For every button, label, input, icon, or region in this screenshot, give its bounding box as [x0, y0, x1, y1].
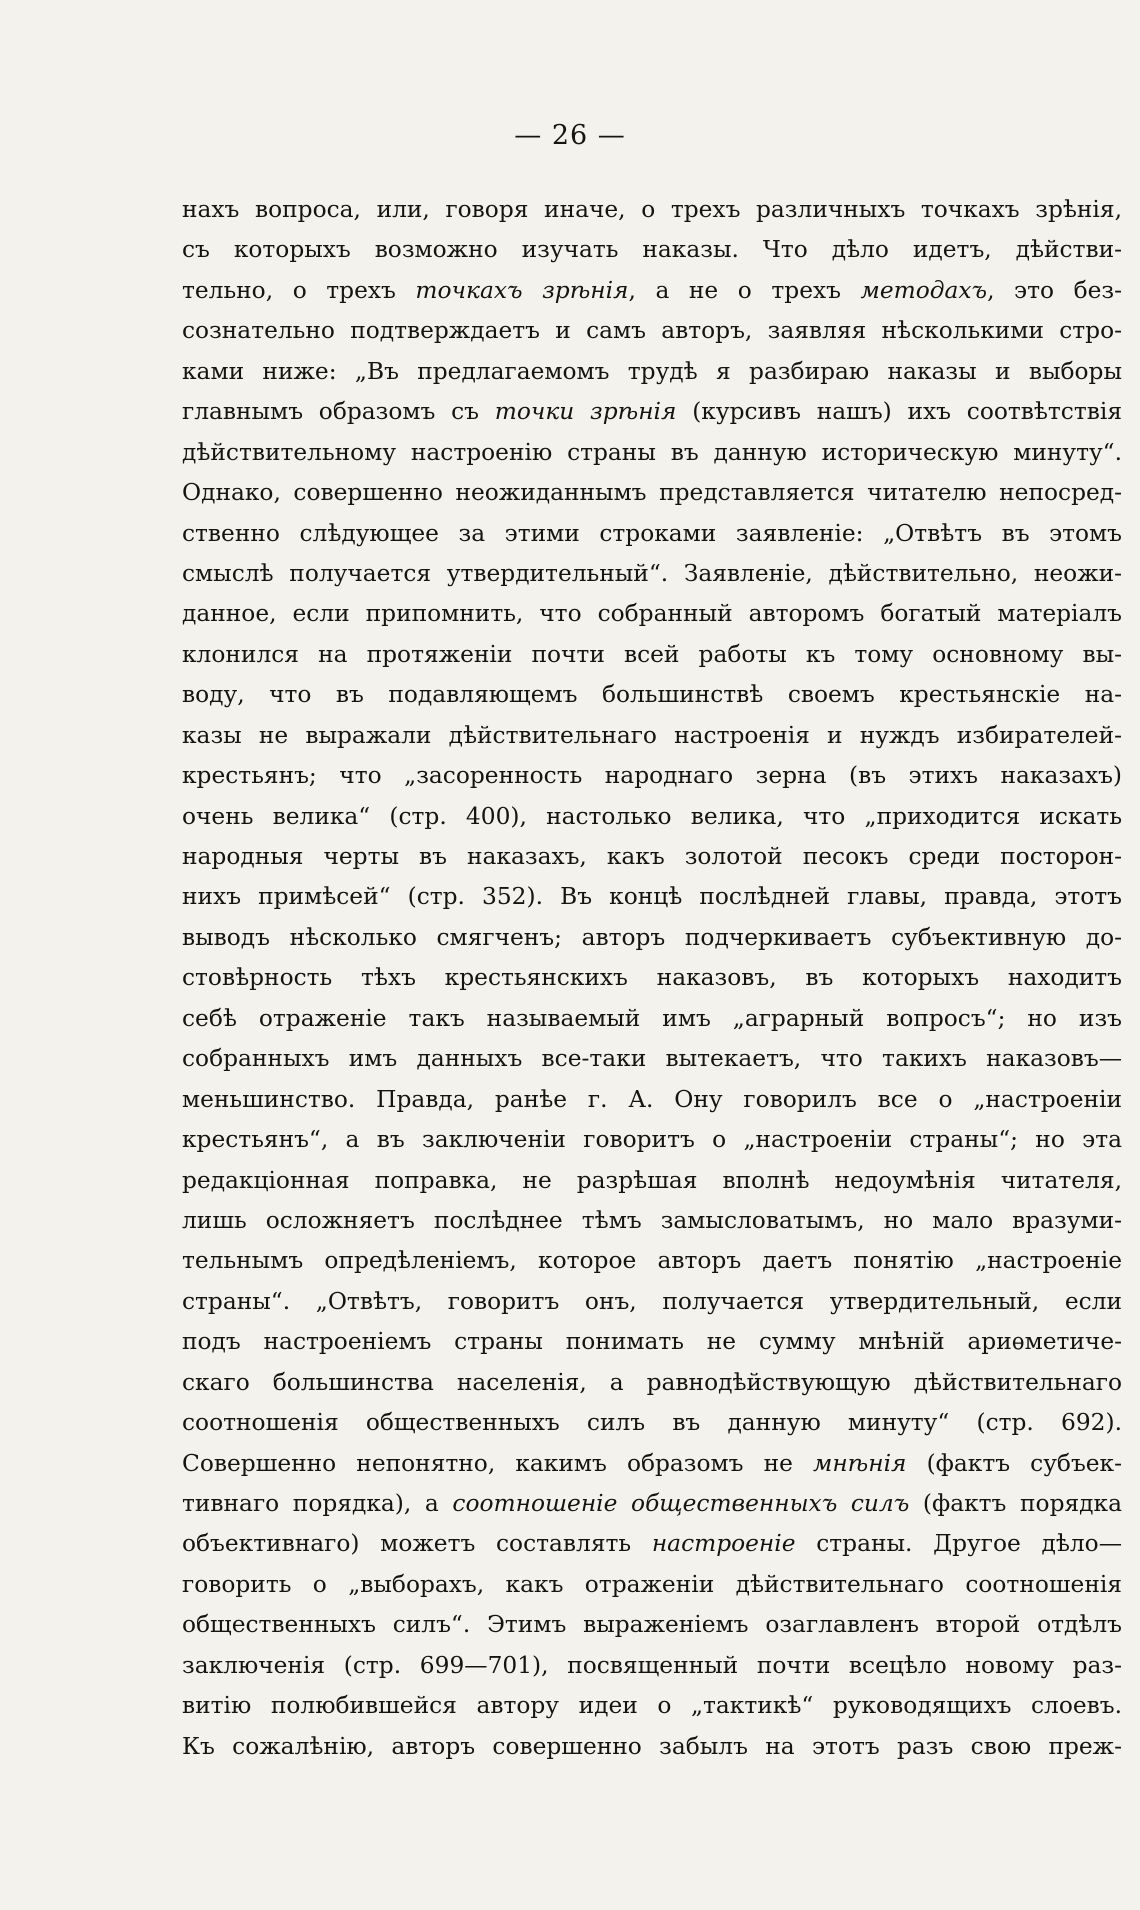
text-line	[182, 311, 1122, 351]
italic-text-segment: соотношеніе общественныхъ силъ	[452, 1490, 910, 1517]
italic-text-segment: мнѣнія	[813, 1449, 907, 1477]
text-segment: (фактъ порядка	[909, 1490, 1122, 1517]
text-line	[182, 1201, 1122, 1241]
text-segment: меньшинство. Правда, ранѣе г. А. Ону говорилъ все о „настроеніи	[182, 1085, 1122, 1113]
text-line	[182, 1403, 1122, 1443]
text-segment: главнымъ образомъ съ	[182, 398, 495, 426]
text-segment: (курсивъ нашъ) ихъ соотвѣтствія	[676, 398, 1123, 426]
page-number: — 26 —	[514, 120, 626, 151]
text-segment: крестьянъ“, а въ заключеніи говоритъ о „настроеніи страны“; но эта	[182, 1126, 1122, 1154]
text-line	[182, 1080, 1122, 1120]
italic-text-segment: методахъ	[860, 276, 988, 304]
text-line	[182, 999, 1122, 1039]
text-segment: нихъ примѣсей“ (стр. 352). Въ концѣ послѣдней главы, правда, этотъ	[182, 883, 1122, 911]
text-segment: сознательно подтверждаетъ и самъ авторъ, заявляя нѣсколькими стро-	[182, 317, 1122, 345]
text-segment: соотношенія общественныхъ силъ въ данную минуту“ (стр. 692).	[182, 1409, 1122, 1437]
text-line	[182, 837, 1122, 877]
text-segment: выводъ нѣсколько смягченъ; авторъ подчеркиваетъ субъективную до-	[182, 923, 1122, 951]
text-segment: смыслѣ получается утвердительный“. Заявленіе, дѣйствительно, неожи-	[182, 559, 1122, 587]
text-line	[182, 1322, 1122, 1362]
text-line	[182, 1282, 1122, 1322]
text-line	[182, 675, 1122, 715]
text-line	[182, 1444, 1122, 1484]
text-line	[182, 271, 1122, 311]
text-line	[182, 756, 1122, 796]
text-line	[182, 1161, 1122, 1201]
text-line	[182, 230, 1122, 270]
text-segment: данное, если припомнить, что собранный авторомъ богатый матеріалъ	[182, 600, 1122, 628]
text-line	[182, 918, 1122, 958]
text-segment: казы не выражали дѣйствительнаго настроенія и нуждъ избирателей-	[182, 721, 1122, 749]
text-line	[182, 716, 1122, 756]
text-segment: собранныхъ имъ данныхъ все-таки вытекаетъ, что такихъ наказовъ—	[182, 1045, 1122, 1073]
text-segment: редакціонная поправка, не разрѣшая вполнѣ недоумѣнія читателя,	[182, 1166, 1122, 1194]
text-segment: тельно, о трехъ	[182, 276, 416, 304]
text-line	[182, 1524, 1122, 1564]
text-line	[182, 1039, 1122, 1079]
text-line	[182, 392, 1122, 432]
text-segment: страны“. „Отвѣтъ, говоритъ онъ, получается утвердительный, если	[182, 1287, 1122, 1315]
text-line	[182, 1686, 1122, 1726]
text-line	[182, 1241, 1122, 1281]
text-segment: Къ сожалѣнію, авторъ совершенно забылъ на этотъ разъ свою преж-	[182, 1732, 1122, 1760]
text-segment: общественныхъ силъ“. Этимъ выраженіемъ озаглавленъ второй отдѣлъ	[182, 1611, 1122, 1639]
text-line	[182, 1363, 1122, 1403]
text-line	[182, 433, 1122, 473]
text-line	[182, 352, 1122, 392]
text-segment: лишь осложняетъ послѣднее тѣмъ замысловатымъ, но мало вразуми-	[182, 1206, 1122, 1234]
text-segment: Однако, совершенно неожиданнымъ представляется читателю непосред-	[182, 479, 1122, 507]
text-line	[182, 514, 1122, 554]
italic-text-segment: настроеніе	[651, 1530, 796, 1558]
text-segment: крестьянъ; что „засоренность народнаго зерна (въ этихъ наказахъ)	[182, 762, 1122, 790]
text-segment: тельнымъ опредѣленіемъ, которое авторъ даетъ понятію „настроеніе	[182, 1247, 1122, 1275]
text-segment: витію полюбившейся автору идеи о „тактикѣ“ руководящихъ слоевъ.	[182, 1692, 1122, 1720]
italic-text-segment: точки зрѣнія	[494, 398, 677, 426]
text-line	[182, 1484, 1122, 1524]
text-segment: говорить о „выборахъ, какъ отраженіи дѣйствительнаго соотношенія	[182, 1570, 1122, 1598]
text-segment: съ которыхъ возможно изучать наказы. Что дѣло идетъ, дѣйстви-	[182, 236, 1122, 264]
text-segment: очень велика“ (стр. 400), настолько велика, что „приходится искать	[182, 802, 1122, 830]
text-segment: Совершенно непонятно, какимъ образомъ не	[182, 1449, 814, 1477]
text-line	[182, 877, 1122, 917]
text-segment: стовѣрность тѣхъ крестьянскихъ наказовъ, въ которыхъ находитъ	[182, 964, 1122, 992]
text-line	[182, 1605, 1122, 1645]
body-text	[182, 190, 1122, 1767]
text-line	[182, 554, 1122, 594]
text-line	[182, 1565, 1122, 1605]
text-segment: ками ниже: „Въ предлагаемомъ трудѣ я разбираю наказы и выборы	[182, 357, 1122, 385]
text-segment: страны. Другое дѣло—	[795, 1530, 1122, 1558]
text-segment: нахъ вопроса, или, говоря иначе, о трехъ различныхъ точкахъ зрѣнія,	[182, 196, 1122, 223]
text-segment: тивнаго порядка), а	[182, 1490, 453, 1517]
text-line	[182, 190, 1122, 230]
text-line	[182, 635, 1122, 675]
text-segment: заключенія (стр. 699—701), посвященный почти всецѣло новому раз-	[182, 1651, 1122, 1679]
text-segment: (фактъ субъек-	[906, 1449, 1122, 1477]
text-segment: , это без-	[987, 276, 1122, 304]
text-line	[182, 797, 1122, 837]
italic-text-segment: точкахъ зрѣнія	[415, 276, 629, 304]
text-line	[182, 958, 1122, 998]
text-line	[182, 473, 1122, 513]
text-segment: скаго большинства населенія, а равнодѣйствующую дѣйствительнаго	[182, 1368, 1122, 1396]
text-line	[182, 1646, 1122, 1686]
text-line	[182, 1120, 1122, 1160]
text-segment: воду, что въ подавляющемъ большинствѣ своемъ крестьянскіе на-	[182, 681, 1122, 709]
text-segment: народныя черты въ наказахъ, какъ золотой песокъ среди посторон-	[182, 843, 1122, 870]
text-line	[182, 1727, 1122, 1767]
text-segment: дѣйствительному настроенію страны въ данную историческую минуту“.	[182, 438, 1122, 466]
text-segment: объективнаго) можетъ составлять	[182, 1530, 652, 1558]
text-segment: клонился на протяженіи почти всей работы къ тому основному вы-	[182, 640, 1122, 668]
text-segment: себѣ отраженіе такъ называемый имъ „аграрный вопросъ“; но изъ	[182, 1004, 1122, 1032]
text-segment: , а не о трехъ	[628, 276, 861, 304]
text-line	[182, 594, 1122, 634]
text-segment: ственно слѣдующее за этими строками заявленіе: „Отвѣтъ въ этомъ	[182, 519, 1122, 547]
text-segment: подъ настроеніемъ страны понимать не сумму мнѣній ариѳметиче-	[182, 1328, 1122, 1356]
